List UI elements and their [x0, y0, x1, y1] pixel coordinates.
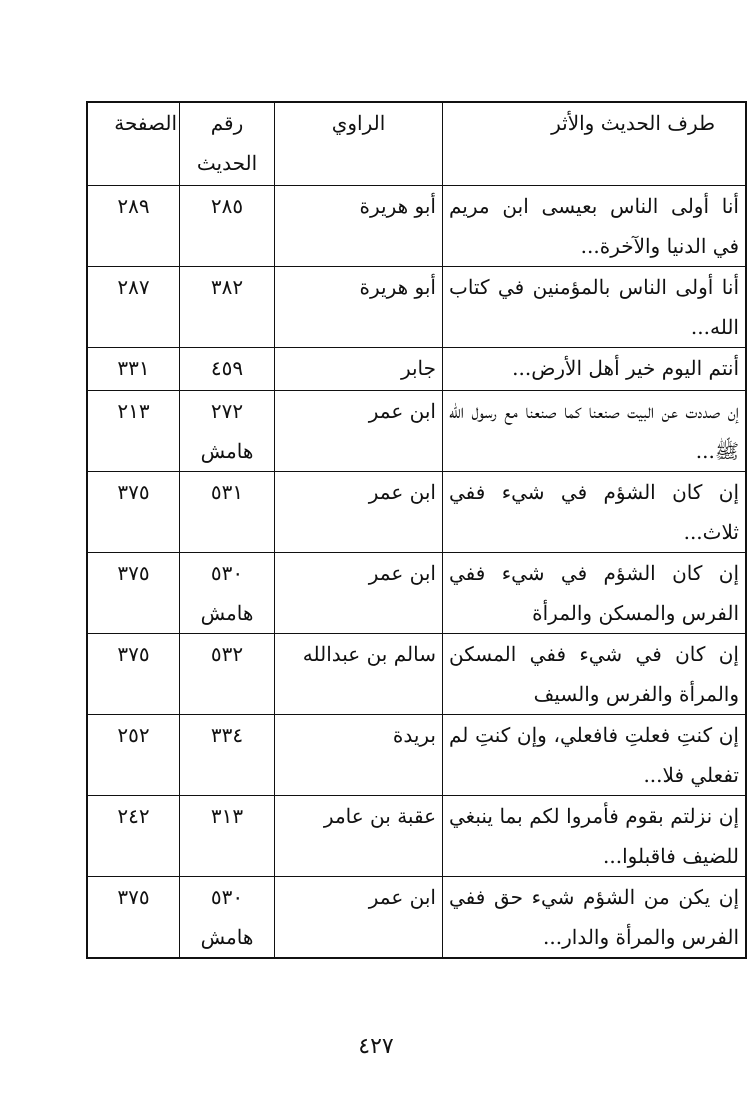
cell-phrase: إن صددت عن البيت صنعنا كما صنعنا مع رسول الله ﷺ... — [443, 391, 747, 472]
cell-phrase: إن كان الشؤم في شيء ففي ثلاث... — [443, 472, 747, 553]
cell-hadith-number — [180, 348, 275, 391]
hadith-number: ٤٥٩ — [210, 356, 244, 380]
table-body — [87, 186, 746, 959]
cell-page: ٢١٣ — [87, 391, 180, 472]
table-row — [87, 877, 746, 959]
cell-narrator: ابن عمر — [275, 877, 443, 959]
cell-narrator: ابن عمر — [275, 472, 443, 553]
cell-hadith-number — [180, 796, 275, 877]
cell-page: ٣٧٥ — [87, 877, 180, 959]
cell-phrase: أنتم اليوم خير أهل الأرض... — [443, 348, 747, 391]
hadith-number: ٣٣٤ — [210, 723, 244, 747]
table-row — [87, 391, 746, 472]
cell-narrator: عقبة بن عامر — [275, 796, 443, 877]
hadith-number: ٥٣٠ — [210, 885, 244, 909]
cell-phrase: إن كان في شيء ففي المسكن والمرأة والفرس والسيف — [443, 634, 747, 715]
table-row — [87, 634, 746, 715]
hadith-number: ٢٧٢ — [210, 399, 244, 423]
cell-page: ٢٥٢ — [87, 715, 180, 796]
cell-narrator: أبو هريرة — [275, 267, 443, 348]
cell-page: ٢٨٩ — [87, 186, 180, 267]
header-page: الصفحة — [87, 102, 180, 186]
table-row — [87, 715, 746, 796]
hadith-number: ٥٣٠ — [210, 561, 244, 585]
header-phrase: طرف الحديث والأثر — [443, 102, 747, 186]
table-row — [87, 186, 746, 267]
cell-phrase: إن كنتِ فعلتِ فافعلي، وإن كنتِ لم تفعلي فلا... — [443, 715, 747, 796]
cell-narrator: أبو هريرة — [275, 186, 443, 267]
cell-page: ٣٧٥ — [87, 472, 180, 553]
table-header-row — [87, 102, 746, 186]
footnote-marker: هامش — [200, 925, 254, 949]
table-row — [87, 348, 746, 391]
cell-hadith-number — [180, 391, 275, 472]
cell-page: ٣٧٥ — [87, 634, 180, 715]
cell-narrator: ابن عمر — [275, 391, 443, 472]
table-row — [87, 796, 746, 877]
footnote-marker: هامش — [200, 601, 254, 625]
cell-page: ٢٨٧ — [87, 267, 180, 348]
hadith-index-table — [86, 101, 747, 959]
hadith-number: ٣٨٢ — [210, 275, 244, 299]
footnote-marker: هامش — [200, 439, 254, 463]
cell-hadith-number — [180, 186, 275, 267]
cell-page: ٢٤٢ — [87, 796, 180, 877]
cell-phrase: إن يكن من الشؤم شيء حق ففي الفرس والمرأة والدار... — [443, 877, 747, 959]
hadith-number: ٥٣٢ — [210, 642, 244, 666]
hadith-number: ٣١٣ — [210, 804, 244, 828]
header-number: رقم الحديث — [180, 102, 275, 186]
hadith-number: ٢٨٥ — [210, 194, 244, 218]
cell-page: ٣٧٥ — [87, 553, 180, 634]
cell-phrase: إن نزلتم بقوم فأمروا لكم بما ينبغي للضيف فاقبلوا... — [443, 796, 747, 877]
cell-hadith-number — [180, 267, 275, 348]
cell-phrase: أنا أولى الناس بالمؤمنين في كتاب الله... — [443, 267, 747, 348]
cell-page: ٣٣١ — [87, 348, 180, 391]
table-row — [87, 267, 746, 348]
cell-hadith-number — [180, 472, 275, 553]
cell-hadith-number — [180, 553, 275, 634]
cell-phrase: إن كان الشؤم في شيء ففي الفرس والمسكن والمرأة — [443, 553, 747, 634]
table-row — [87, 472, 746, 553]
cell-narrator: سالم بن عبدالله — [275, 634, 443, 715]
cell-hadith-number — [180, 877, 275, 959]
header-narrator: الراوي — [275, 102, 443, 186]
page-number: ٤٢٧ — [358, 1034, 394, 1059]
cell-narrator: ابن عمر — [275, 553, 443, 634]
cell-narrator: جابر — [275, 348, 443, 391]
cell-hadith-number — [180, 634, 275, 715]
cell-hadith-number — [180, 715, 275, 796]
hadith-number: ٥٣١ — [210, 480, 244, 504]
cell-phrase: أنا أولى الناس بعيسى ابن مريم في الدنيا والآخرة... — [443, 186, 747, 267]
cell-narrator: بريدة — [275, 715, 443, 796]
table-row — [87, 553, 746, 634]
